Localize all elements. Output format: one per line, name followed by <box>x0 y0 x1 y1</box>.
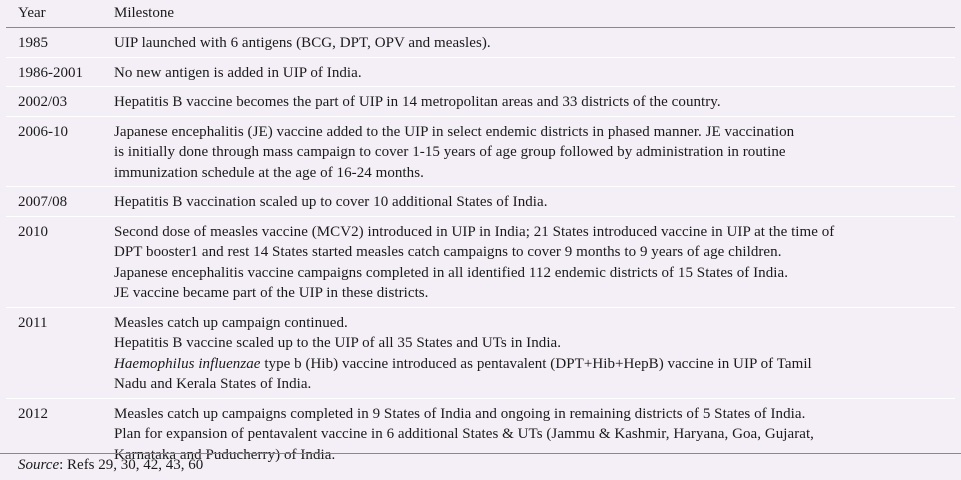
milestone-line <box>114 354 945 375</box>
milestone-line: is initially done through mass campaign to cover 1-15 years of age group followed by administration in routine <box>114 144 786 160</box>
milestone-cell <box>102 87 955 117</box>
hib-organism-name: Haemophilus influenzae <box>114 355 261 372</box>
milestone-line: Nadu and Kerala States of India. <box>114 376 312 392</box>
milestone-cell <box>102 216 955 307</box>
milestone-line: Hepatitis B vaccine becomes the part of UIP in 14 metropolitan areas and 33 districts of the country. <box>114 94 721 110</box>
source-note <box>0 453 961 480</box>
table-header-row <box>6 0 955 28</box>
table-row <box>6 307 955 398</box>
year-cell: 2010 <box>6 216 102 307</box>
milestone-line: No new antigen is added in UIP of India. <box>114 64 362 81</box>
milestone-line: UIP launched with 6 antigens (BCG, DPT, OPV and measles). <box>114 35 491 51</box>
milestone-line: DPT booster1 and rest 14 States started measles catch campaigns to cover 9 months to 9 years of age children. <box>114 244 782 260</box>
milestone-cell <box>102 57 955 87</box>
table-row <box>6 187 955 217</box>
table-row <box>6 87 955 117</box>
year-cell: 2007/08 <box>6 187 102 217</box>
year-cell: 2006-10 <box>6 116 102 187</box>
year-cell: 2011 <box>6 307 102 398</box>
milestone-line: Measles catch up campaign continued. <box>114 314 348 331</box>
milestone-line: Hepatitis B vaccination scaled up to cover 10 additional States of India. <box>114 194 548 210</box>
table-row <box>6 28 955 58</box>
milestone-line: Hepatitis B vaccine scaled up to the UIP of all 35 States and UTs in India. <box>114 335 562 351</box>
source-label: Source <box>18 457 60 473</box>
milestone-line: Japanese encephalitis (JE) vaccine added to the UIP in select endemic districts in phased manner. JE vaccination <box>114 123 795 140</box>
milestone-line: JE vaccine became part of the UIP in these districts. <box>114 285 429 301</box>
table-row <box>6 116 955 187</box>
milestone-table <box>6 0 955 468</box>
milestone-cell <box>102 307 955 398</box>
hib-line-rest: type b (Hib) vaccine introduced as pentavalent (DPT+Hib+HepB) vaccine in UIP of Tamil <box>260 355 812 372</box>
year-cell: 2012 <box>6 398 102 468</box>
milestone-line: Plan for expansion of pentavalent vaccine in 6 additional States & UTs (Jammu & Kashmir, Haryana, Goa, Gujarat, <box>114 426 814 442</box>
milestone-column-header: Milestone <box>102 0 955 28</box>
milestone-cell <box>102 28 955 58</box>
milestone-cell <box>102 187 955 217</box>
milestone-line: Japanese encephalitis vaccine campaigns completed in all identified 112 endemic districts of 15 States of India. <box>114 264 788 281</box>
milestone-cell <box>102 116 955 187</box>
year-cell: 1985 <box>18 35 48 51</box>
milestone-line: immunization schedule at the age of 16-24 months. <box>114 164 424 181</box>
table-row <box>6 216 955 307</box>
milestone-line: Measles catch up campaigns completed in 9 States of India and ongoing in remaining districts of 5 States of India. <box>114 405 806 422</box>
source-refs: : Refs 29, 30, 42, 43, 60 <box>59 457 204 473</box>
year-column-header: Year <box>6 0 102 28</box>
milestone-line: Second dose of measles vaccine (MCV2) introduced in UIP in India; 21 States introduced vaccine in UIP at the time of <box>114 223 835 240</box>
year-cell: 2002/03 <box>6 87 102 117</box>
milestone-line: Karnataka and Puducherry) of India. <box>114 446 336 463</box>
table-row <box>6 57 955 87</box>
year-cell: 1986-2001 <box>6 57 102 87</box>
